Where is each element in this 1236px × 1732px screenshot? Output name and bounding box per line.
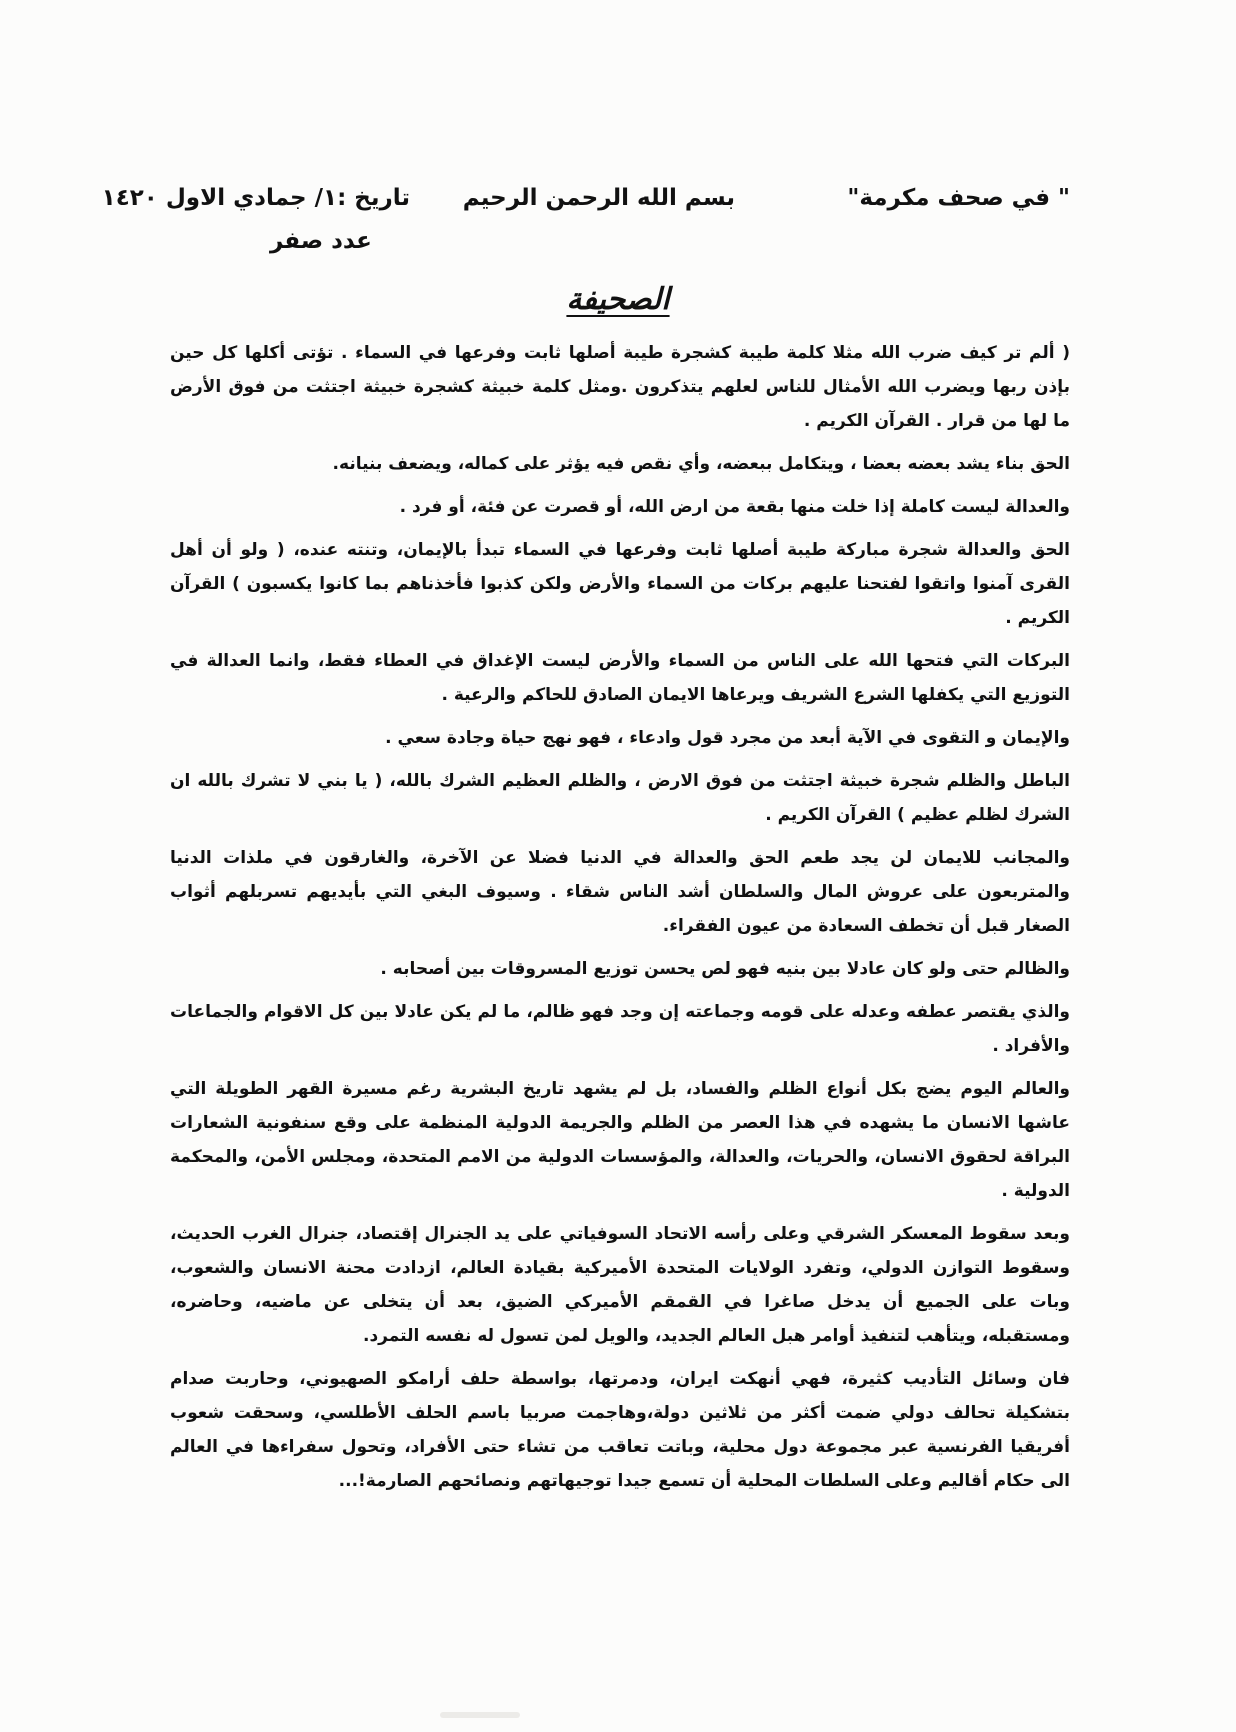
document-title-text: الصحيفة — [566, 282, 670, 317]
paragraph-2: الحق بناء يشد بعضه بعضا ، ويتكامل ببعضه، وأي نقص فيه يؤثر على كماله، ويضعف بنيانه. — [332, 454, 1070, 474]
paragraph-7: الباطل والظلم شجرة خبيثة اجتثت من فوق الارض ، والظلم العظيم الشرك بالله، ( يا بني لا تشرك بالله ان الشرك لظلم عظيم ) القرآن الكريم . — [170, 771, 1070, 825]
paragraph-12: وبعد سقوط المعسكر الشرقي وعلى رأسه الاتحاد السوفياتي على يد الجنرال إقتصاد، جنرال الغرب الحديث، وسقوط التوازن الدولي، وتفرد الولايات المتحدة الأميركية بقيادة العالم، ازدادت محنة الانسان والشعوب، وبات على الجميع أن يدخل صاغرا في القمقم الأميركي الضيق، بعد أن يتخلى عن ماضيه، وحاضره، ومستقبله، ويتأهب لتنفيذ أوامر هبل العالم الجديد، والويل لمن تسول له نفسه التمرد. — [170, 1224, 1070, 1346]
paragraph-10: والذي يقتصر عطفه وعدله على قومه وجماعته إن وجد فهو ظالم، ما لم يكن عادلا بين كل الاقوام والجماعات والأفراد . — [170, 1002, 1070, 1056]
paragraph-5: البركات التي فتحها الله على الناس من السماء والأرض ليست الإغداق في العطاء فقط، وانما العدالة في التوزيع التي يكفلها الشرع الشريف ويرعاها الايمان الصادق للحاكم والرعية . — [170, 651, 1070, 705]
paragraph-11: والعالم اليوم يضج بكل أنواع الظلم والفساد، بل لم يشهد تاريخ البشرية رغم مسيرة القهر الطويلة التي عاشها الانسان ما يشهده في هذا العصر من الظلم والجريمة الدولية المنظمة على وقع سنفونية الشعارات البراقة لحقوق الانسان، والحريات، والعدالة، والمؤسسات الدولية من الامم المتحدة، ومجلس الأمن، والمحكمة الدولية . — [170, 1079, 1070, 1201]
document-title — [0, 282, 1236, 317]
document-body — [170, 336, 1070, 1507]
paragraph-3: والعدالة ليست كاملة إذا خلت منها بقعة من ارض الله، أو قصرت عن فئة، أو فرد . — [399, 497, 1070, 517]
paragraph-1: ( ألم تر كيف ضرب الله مثلا كلمة طيبة كشجرة طيبة أصلها ثابت وفرعها في السماء . تؤتى أكلها كل حين بإذن ربها ويضرب الله الأمثال للناس لعلهم يتذكرون .ومثل كلمة خبيثة كشجرة خبيثة اجتثت من فوق الأرض ما لها من قرار . القرآن الكريم . — [170, 343, 1070, 431]
document-header — [101, 185, 1070, 225]
paragraph-8: والمجانب للايمان لن يجد طعم الحق والعدالة في الدنيا فضلا عن الآخرة، والغارقون في ملذات الدنيا والمتربعون على عروش المال والسلطان أشد الناس شقاء . وسيوف البغي التي بأيديهم تسربلهم أثواب الصغار قبل أن تخطف السعادة من عيون الفقراء. — [170, 848, 1070, 936]
header-basmala: بسم الله الرحمن الرحيم — [462, 185, 735, 211]
paragraph-6: والإيمان و التقوى في الآية أبعد من مجرد قول وادعاء ، فهو نهج حياة وجادة سعي . — [385, 728, 1070, 748]
paragraph-4: الحق والعدالة شجرة مباركة طيبة أصلها ثابت وفرعها في السماء تبدأ بالإيمان، وتنته عنده، ( ولو أن أهل القرى آمنوا واتقوا لفتحنا عليهم بركات من السماء والأرض ولكن كذبوا فأخذناهم بما كانوا يكسبون ) القرآن الكريم . — [170, 540, 1070, 628]
paragraph-13: فان وسائل التأديب كثيرة، فهي أنهكت ايران، ودمرتها، بواسطة حلف أرامكو الصهيوني، وحاربت صدام بتشكيلة تحالف دولي ضمت أكثر من ثلاثين دولة،وهاجمت صربيا باسم الحلف الأطلسي، وسحقت شعوب أفريقيا الفرنسية عبر مجموعة دول محلية، وباتت تعاقب من تشاء حتى الأفراد، وتحول سفراءها في العالم الى حكام أقاليم وعلى السلطات المحلية أن تسمع جيدا توجيهاتهم ونصائحهم الصارمة!... — [170, 1369, 1070, 1491]
header-issue-number: عدد صفر — [270, 228, 372, 254]
header-date: تاريخ :١/ جمادي الاول ١٤٢٠ — [101, 185, 410, 211]
paragraph-9: والظالم حتى ولو كان عادلا بين بنيه فهو لص يحسن توزيع المسروقات بين أصحابه . — [380, 959, 1070, 979]
header-quote-label: " في صحف مكرمة" — [847, 185, 1070, 211]
scan-artifact — [440, 1712, 520, 1718]
